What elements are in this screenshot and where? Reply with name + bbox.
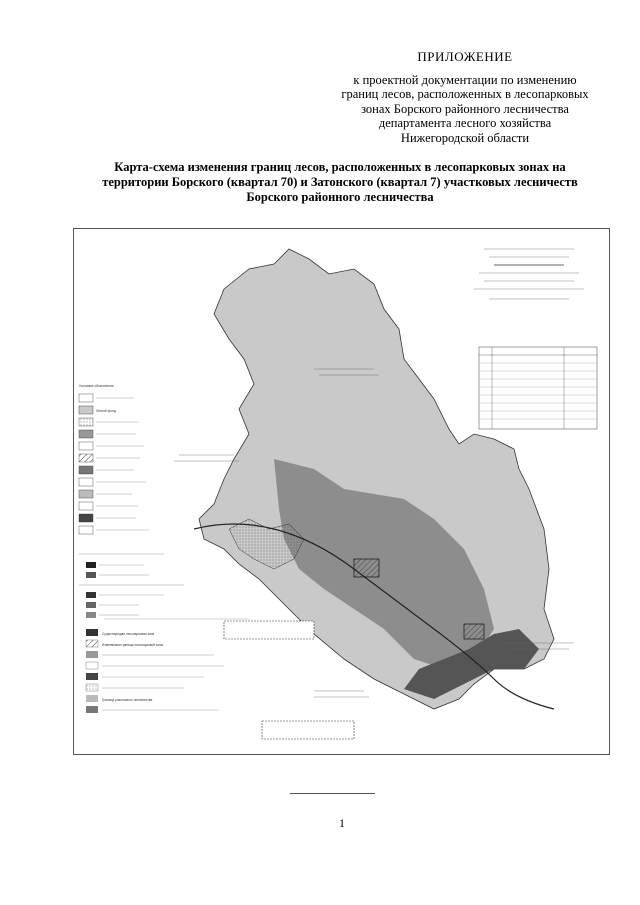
legend-existing-zone: Существующая лесопарковая зона [102,632,155,636]
appendix-block [330,50,600,145]
appendix-line: Нижегородской области [400,130,530,145]
map-scheme [73,228,610,755]
legend-changed-area: Изменяемая граница лесопарковой зоны [102,643,164,647]
changed-area [464,624,484,639]
map-svg [74,229,610,755]
page-number: 1 [339,816,345,830]
document-title [100,160,580,205]
note-box [224,621,314,639]
title-line: Борского районного лесничества [246,190,434,204]
title-line: Карта-схема изменения границ лесов, расположенных в лесопарковых зонах на [114,160,566,174]
quarter-table [479,347,597,429]
appendix-heading: ПРИЛОЖЕНИЕ [417,49,513,64]
changed-area [354,559,379,577]
map-legend [79,384,184,618]
title-line: территории Борского (квартал 70) и Затонского (квартал 7) участковых лесничеств [102,175,578,189]
appendix-line: к проектной документации по изменению [353,72,577,87]
appendix-line: департамента лесного хозяйства [378,116,552,130]
footnote-divider [290,793,375,794]
appendix-line: зонах Борского районного лесничества [361,101,569,116]
appendix-line: границ лесов, расположенных в лесопарковых [341,87,589,101]
legend-boundary: Граница участкового лесничества [102,698,153,702]
note-box [262,721,354,739]
legend-title: Условные обозначения [79,384,114,388]
map-header [469,247,589,317]
legend-forest-area: Лесной фонд [96,409,116,413]
